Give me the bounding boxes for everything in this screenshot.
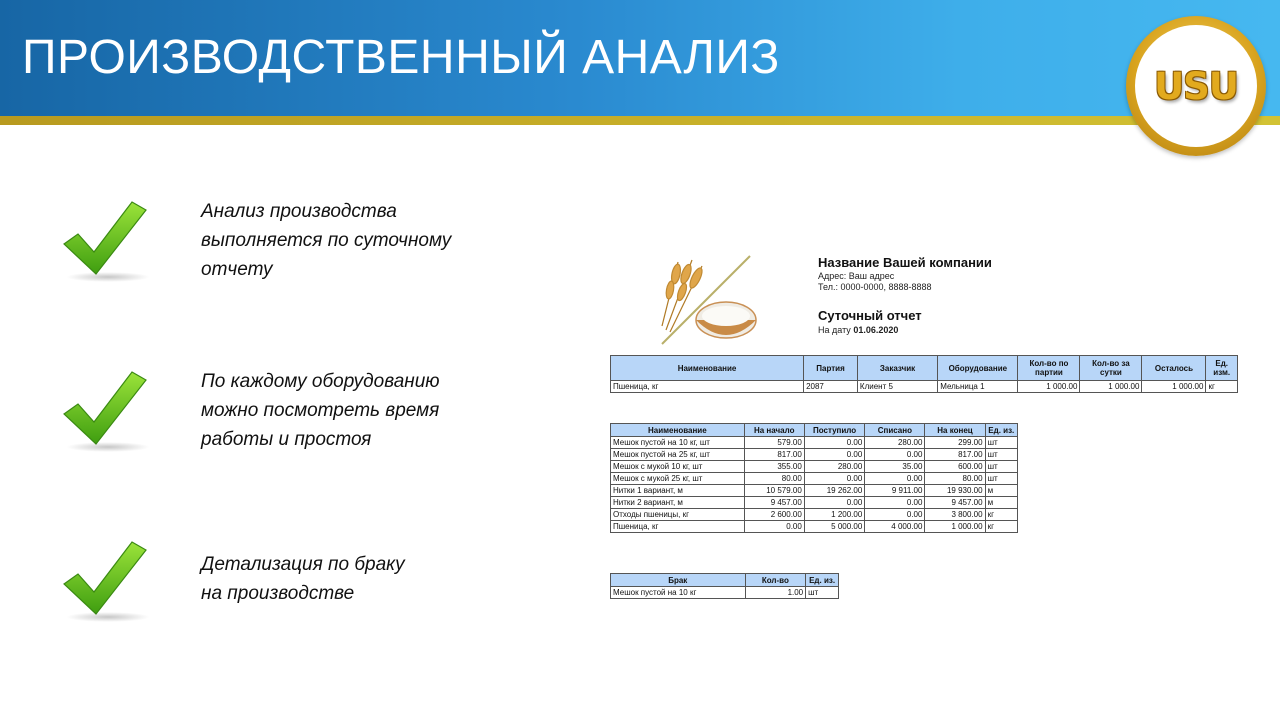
- table-header: Брак: [611, 574, 746, 587]
- table-header: Ед. из.: [806, 574, 839, 587]
- table-cell: Клиент 5: [857, 381, 937, 393]
- table-cell: Мешок с мукой 10 кг, шт: [611, 461, 745, 473]
- table-row: [611, 497, 1018, 509]
- table-row: [611, 587, 839, 599]
- table-header: Кол-во за сутки: [1080, 356, 1142, 381]
- bullet-text-2: [201, 367, 531, 454]
- report-title: Суточный отчет: [818, 308, 922, 323]
- table-cell: Мешок пустой на 10 кг, шт: [611, 437, 745, 449]
- materials-table: [610, 423, 1018, 533]
- table-cell: 10 579.00: [744, 485, 804, 497]
- table-cell: м: [985, 497, 1017, 509]
- table-cell: 80.00: [925, 473, 985, 485]
- table-cell: 817.00: [744, 449, 804, 461]
- table-cell: 1 000.00: [1018, 381, 1080, 393]
- table-cell: 35.00: [865, 461, 925, 473]
- bullet-line: отчету: [201, 259, 273, 280]
- table-cell: кг: [985, 509, 1017, 521]
- table-cell: 600.00: [925, 461, 985, 473]
- wheat-flour-image: [656, 252, 760, 348]
- table-cell: шт: [985, 449, 1017, 461]
- table-cell: Нитки 2 вариант, м: [611, 497, 745, 509]
- logo-text: USU: [1154, 65, 1238, 108]
- table-header: Ед. из.: [985, 424, 1017, 437]
- table-cell: 1 000.00: [925, 521, 985, 533]
- table-cell: 9 911.00: [865, 485, 925, 497]
- table-header: Кол-во по партии: [1018, 356, 1080, 381]
- table-cell: 3 800.00: [925, 509, 985, 521]
- table-cell: 0.00: [804, 449, 864, 461]
- company-phone: Тел.: 0000-0000, 8888-8888: [818, 282, 932, 292]
- bullet-line: Анализ производства: [201, 201, 397, 222]
- table-header: Наименование: [611, 424, 745, 437]
- table-cell: 0.00: [804, 437, 864, 449]
- page-title: ПРОИЗВОДСТВЕННЫЙ АНАЛИЗ: [22, 31, 780, 84]
- table-cell: шт: [985, 473, 1017, 485]
- table-cell: 579.00: [744, 437, 804, 449]
- table-cell: 19 262.00: [804, 485, 864, 497]
- table-cell: 0.00: [804, 473, 864, 485]
- table-cell: 817.00: [925, 449, 985, 461]
- table-cell: Нитки 1 вариант, м: [611, 485, 745, 497]
- table-header: Оборудование: [938, 356, 1018, 381]
- table-row: [611, 473, 1018, 485]
- table-cell: 1 000.00: [1142, 381, 1206, 393]
- table-row: [611, 461, 1018, 473]
- table-cell: 19 930.00: [925, 485, 985, 497]
- table-cell: Пшеница, кг: [611, 521, 745, 533]
- bullet-line: По каждому оборудованию: [201, 371, 440, 392]
- report-date-label: На дату: [818, 325, 851, 335]
- table-cell: 1 200.00: [804, 509, 864, 521]
- table-cell: 0.00: [865, 449, 925, 461]
- table-cell: Мешок с мукой 25 кг, шт: [611, 473, 745, 485]
- table-cell: Отходы пшеницы, кг: [611, 509, 745, 521]
- table-cell: м: [985, 485, 1017, 497]
- logo-inner: [1135, 25, 1257, 147]
- report-date: 01.06.2020: [853, 325, 899, 335]
- defects-table: [610, 573, 839, 599]
- checkmark-icon: [60, 536, 150, 618]
- table-cell: шт: [985, 461, 1017, 473]
- bullet-line: работы и простоя: [201, 429, 372, 450]
- bullet-line: Детализация по браку: [201, 554, 405, 575]
- company-name: Название Вашей компании: [818, 255, 992, 270]
- table-header: Заказчик: [857, 356, 937, 381]
- table-cell: 299.00: [925, 437, 985, 449]
- bullet-line: на производстве: [201, 583, 355, 604]
- table-cell: 280.00: [865, 437, 925, 449]
- table-cell: 9 457.00: [925, 497, 985, 509]
- usu-logo: [1126, 16, 1266, 156]
- report-date-line: [818, 325, 898, 335]
- table-cell: 2087: [804, 381, 858, 393]
- table-cell: 280.00: [804, 461, 864, 473]
- table-header: Кол-во: [745, 574, 806, 587]
- table-cell: шт: [806, 587, 839, 599]
- table-header: Ед. изм.: [1206, 356, 1238, 381]
- table-cell: Мешок пустой на 10 кг: [611, 587, 746, 599]
- header-stripe: [0, 116, 1280, 125]
- table-cell: шт: [985, 437, 1017, 449]
- table-cell: Мешок пустой на 25 кг, шт: [611, 449, 745, 461]
- table-row: [611, 509, 1018, 521]
- company-address: Адрес: Ваш адрес: [818, 271, 895, 281]
- bullet-line: можно посмотреть время: [201, 400, 440, 421]
- table-cell: 355.00: [744, 461, 804, 473]
- bullet-text-1: [201, 197, 531, 284]
- bullet-line: выполняется по суточному: [201, 230, 452, 251]
- table-cell: 0.00: [804, 497, 864, 509]
- table-cell: кг: [985, 521, 1017, 533]
- table-cell: 0.00: [865, 497, 925, 509]
- table-header: Партия: [804, 356, 858, 381]
- table-row: [611, 485, 1018, 497]
- table-cell: 9 457.00: [744, 497, 804, 509]
- table-cell: 4 000.00: [865, 521, 925, 533]
- table-cell: 1 000.00: [1080, 381, 1142, 393]
- table-cell: 1.00: [745, 587, 806, 599]
- checkmark-icon: [60, 366, 150, 448]
- table-header: Поступило: [804, 424, 864, 437]
- table-cell: 5 000.00: [804, 521, 864, 533]
- table-header: На конец: [925, 424, 985, 437]
- table-row: [611, 381, 1238, 393]
- table-header: На начало: [744, 424, 804, 437]
- bullet-text-3: [201, 550, 531, 608]
- table-header: Осталось: [1142, 356, 1206, 381]
- table-header: Наименование: [611, 356, 804, 381]
- checkmark-icon: [60, 196, 150, 278]
- table-cell: Мельница 1: [938, 381, 1018, 393]
- table-row: [611, 449, 1018, 461]
- table-row: [611, 437, 1018, 449]
- table-cell: кг: [1206, 381, 1238, 393]
- production-table: [610, 355, 1238, 393]
- table-cell: 0.00: [865, 509, 925, 521]
- table-cell: 80.00: [744, 473, 804, 485]
- table-row: [611, 521, 1018, 533]
- table-cell: 2 600.00: [744, 509, 804, 521]
- table-cell: 0.00: [865, 473, 925, 485]
- table-cell: Пшеница, кг: [611, 381, 804, 393]
- table-cell: 0.00: [744, 521, 804, 533]
- table-header: Списано: [865, 424, 925, 437]
